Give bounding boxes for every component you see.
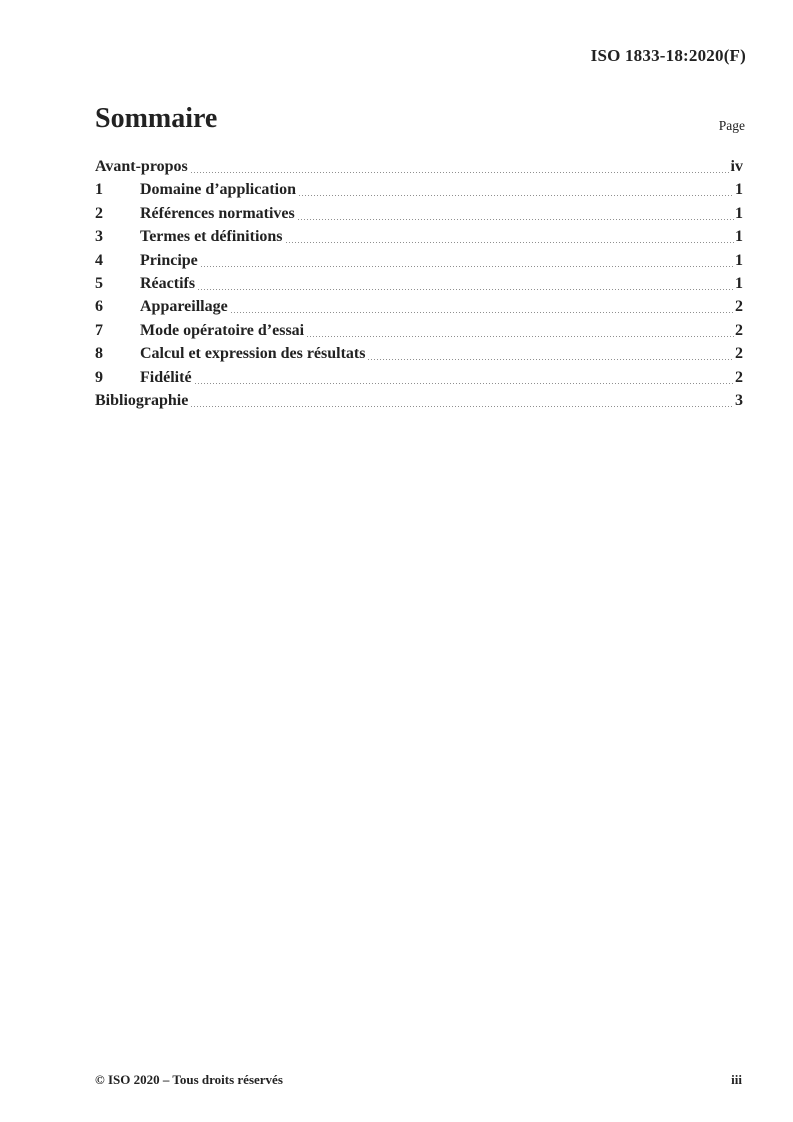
toc-entry-number: 7 (95, 321, 103, 339)
toc-entry-2 (95, 202, 743, 225)
toc-entry-page: 1 (735, 181, 743, 199)
toc-entry-number: 9 (95, 368, 103, 386)
toc-entry-page: 1 (735, 251, 743, 269)
toc-entry-number: 8 (95, 345, 103, 363)
dotted-leader (368, 342, 734, 365)
toc-entry-bibliographie (95, 389, 743, 412)
toc-entry-3 (95, 225, 743, 248)
dotted-leader (198, 272, 734, 295)
toc-entry-label: Réactifs (140, 274, 196, 292)
dotted-leader (201, 249, 734, 272)
toc-entry-label: Termes et définitions (140, 228, 283, 246)
toc-entry-label: Calcul et expression des résultats (140, 345, 366, 363)
toc-entry-page: 2 (735, 298, 743, 316)
toc-entry-1 (95, 178, 743, 201)
toc-entry-avant-propos (95, 155, 743, 178)
toc-entry-8 (95, 342, 743, 365)
toc-entry-number: 4 (95, 251, 103, 269)
page-title: Sommaire (95, 103, 218, 134)
toc-entry-page: iv (730, 158, 743, 175)
standard-reference: ISO 1833-18:2020(F) (590, 46, 746, 65)
toc-entry-page: 2 (735, 368, 743, 386)
dotted-leader (307, 319, 734, 342)
page-number: iii (731, 1072, 742, 1087)
toc-entry-9 (95, 366, 743, 389)
dotted-leader (231, 295, 734, 318)
toc-entry-page: 3 (735, 391, 743, 409)
dotted-leader (191, 389, 734, 412)
toc-entry-6 (95, 295, 743, 318)
toc-entry-label: Domaine d’application (140, 181, 297, 199)
toc-entry-label: Bibliographie (95, 391, 189, 409)
dotted-leader (299, 178, 734, 201)
toc-entry-4 (95, 249, 743, 272)
toc-entry-label: Appareillage (140, 298, 228, 316)
toc-entry-5 (95, 272, 743, 295)
toc-entry-label: Références normatives (140, 204, 295, 222)
toc-entry-number: 1 (95, 181, 103, 199)
dotted-leader (195, 366, 734, 389)
toc-entry-number: 5 (95, 274, 103, 292)
toc-entry-number: 2 (95, 204, 103, 222)
toc-entry-7 (95, 319, 743, 342)
toc-entry-label: Mode opératoire d’essai (140, 321, 305, 339)
toc-entry-page: 1 (735, 228, 743, 246)
toc-entry-page: 2 (735, 345, 743, 363)
dotted-leader (286, 225, 734, 248)
page-footer (95, 1072, 742, 1088)
dotted-leader (298, 202, 734, 225)
table-of-contents (95, 155, 743, 412)
toc-entry-number: 3 (95, 228, 103, 246)
toc-entry-label: Fidélité (140, 368, 192, 386)
toc-entry-label: Principe (140, 251, 198, 269)
toc-entry-page: 2 (735, 321, 743, 339)
dotted-leader (191, 155, 730, 178)
copyright-notice: © ISO 2020 – Tous droits réservés (95, 1072, 283, 1087)
toc-entry-number: 6 (95, 298, 103, 316)
toc-entry-page: 1 (735, 274, 743, 292)
toc-entry-label: Avant-propos (95, 158, 188, 175)
toc-entry-page: 1 (735, 204, 743, 222)
page-column-label: Page (718, 118, 745, 133)
